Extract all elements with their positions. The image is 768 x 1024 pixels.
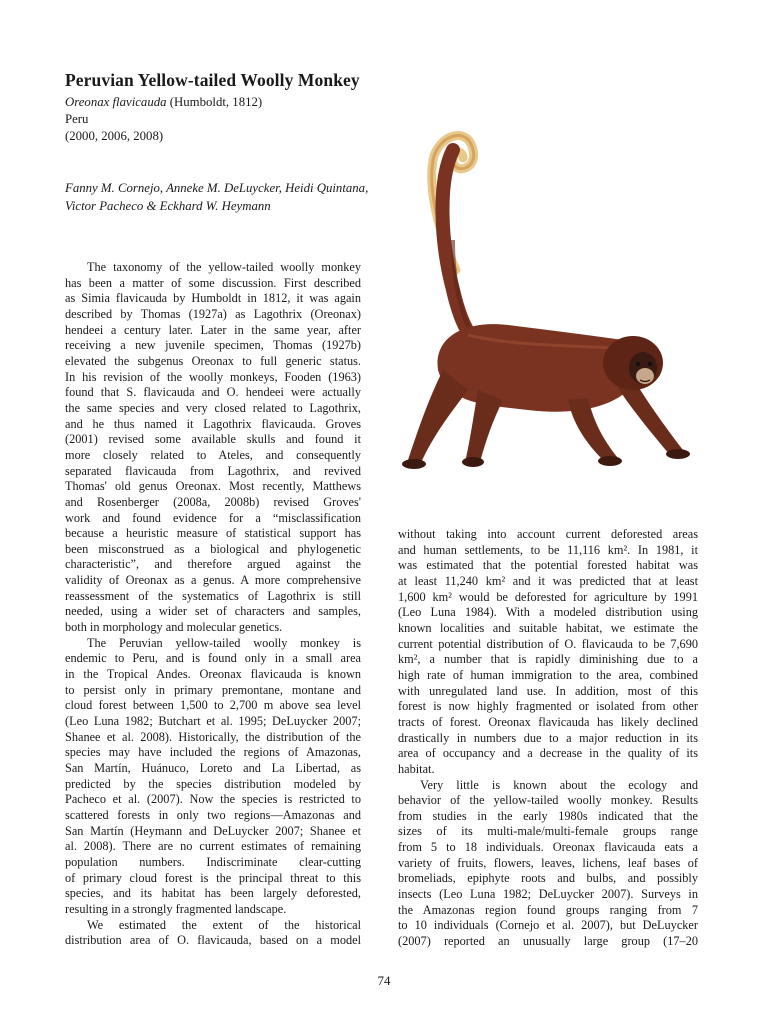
text-line: receiving a new juvenile specimen, Thomas (1927b): [65, 338, 361, 353]
text-line: distribution area of O. flavicauda, based on a model: [65, 933, 361, 948]
left-text-column: [65, 260, 361, 949]
country: Peru: [65, 112, 89, 126]
text-line: to 10 individuals (Cornejo et al. 2007), but DeLuycker: [398, 918, 698, 933]
text-line: and he thus named it Lagothrix flavicauda. Groves: [65, 416, 361, 431]
text-line: of primary cloud forest is the principal threat to this: [65, 870, 361, 885]
text-line: at least 11,240 km² and it was predicted that at least: [398, 573, 698, 588]
scientific-name: Oreonax flavicauda: [65, 95, 167, 109]
text-line: been misconstrued as a biological and phylogenetic: [65, 541, 361, 556]
article-title: Peruvian Yellow-tailed Woolly Monkey: [65, 70, 360, 90]
text-line: work and found evidence for a “misclassification: [65, 510, 361, 525]
text-line: to persist only in primary premontane, montane and: [65, 682, 361, 697]
text-line: elevated the subgenus Oreonax to full generic status.: [65, 353, 361, 368]
text-line: needed, using a wider set of characters and samples,: [65, 604, 361, 619]
text-line: endemic to Peru, and is found only in a small area: [65, 651, 361, 666]
text-line: Shanee et al. 2008). Historically, the distribution of the: [65, 729, 361, 744]
text-line: without taking into account current deforested areas: [398, 527, 698, 541]
text-line: San Martín, Huánuco, Loreto and La Libertad, as: [65, 761, 361, 775]
right-text-column: [398, 527, 698, 950]
text-line: km², a number that is rapidly diminishing due to a: [398, 652, 698, 667]
author-list: [65, 179, 405, 215]
text-line: We estimated the extent of the historical: [87, 917, 361, 932]
text-line: 1,600 km² would be deforested for agriculture by 1991: [398, 589, 698, 604]
text-line: more closely related to Ateles, and consequently: [65, 447, 361, 462]
text-line: resulting in a strongly fragmented landscape.: [65, 901, 287, 916]
text-line: habitat.: [398, 761, 435, 776]
species-name-line: [65, 94, 262, 111]
text-line: insects (Leo Luna 1982; DeLuycker 2007). Surveys in: [398, 887, 698, 902]
text-line: was estimated that the potential forested habitat was: [398, 558, 698, 573]
text-line: both in morphology and molecular genetics.: [65, 620, 283, 635]
text-line: separated flavicauda from Lagothrix, and revived: [65, 463, 361, 478]
assessment-years: (2000, 2006, 2008): [65, 129, 164, 143]
text-line: (2007) reported an unusually large group (17–20: [398, 934, 698, 949]
text-line: characteristic”, and therefore argued against the: [65, 557, 361, 572]
text-line: population numbers. Indiscriminate clear-cutting: [65, 854, 361, 869]
text-line: (Leo Luna 1984). With a modeled distribution using: [398, 605, 698, 620]
text-line: tracts of forest. Oreonax flavicauda has likely declined: [398, 714, 698, 729]
text-line: forest is now highly fragmented or isolated from other: [398, 699, 698, 714]
species-info: [65, 94, 262, 145]
text-line: found that S. flavicauda and O. hendeei were actually: [65, 385, 361, 400]
text-line: as Simia flavicauda by Humboldt in 1812, it was again: [65, 291, 361, 306]
text-line: hendeei a century later. Later in the same year, after: [65, 322, 361, 337]
text-line: and human settlements, to be 11,116 km². In 1981, it: [398, 542, 698, 557]
text-line: described by Thomas (1927a) as Lagothrix (Oreonax): [65, 306, 361, 321]
text-line: predicted by the species distribution modeled by: [65, 776, 361, 791]
page-number: 74: [377, 973, 391, 988]
author-line: Fanny M. Cornejo, Anneke M. DeLuycker, Heidi Quintana,: [65, 181, 369, 195]
text-line: current potential distribution of O. flavicauda to be 7,690: [398, 636, 698, 651]
text-line: the same species and very closed related to Lagothrix,: [65, 400, 361, 415]
text-line: variety of fruits, flowers, leaves, lichens, leaf bases of: [398, 855, 698, 870]
text-line: in the Tropical Andes. Oreonax flavicauda is known: [65, 667, 361, 682]
text-line: has been a matter of some discussion. First described: [65, 275, 361, 290]
text-line: behavior of the yellow-tailed woolly monkey. Results: [398, 793, 698, 808]
text-line: species may have included the regions of Amazonas,: [65, 745, 361, 760]
text-line: (2001) revised some available skulls and found it: [65, 432, 361, 447]
text-line: San Martín (Heymann and DeLuycker 2007; Shanee et: [65, 823, 361, 838]
text-line: al. 2008). There are no current estimates of remaining: [65, 839, 361, 854]
text-line: cloud forest between 1,500 to 2,700 m above sea level: [65, 698, 361, 713]
text-line: species, and its habitat has been largely deforested,: [65, 886, 361, 901]
text-line: from studies in the early 1980s indicated that the: [398, 808, 698, 823]
text-line: drastically in numbers due to a major reduction in its: [398, 730, 698, 745]
text-line: area of occupancy and a decrease in the quality of its: [398, 746, 698, 761]
text-line: scattered forests in only two regions—Amazonas and: [65, 807, 361, 822]
text-line: from 5 to 18 individuals. Oreonax flavicauda eats a: [398, 840, 698, 855]
text-line: bromeliads, epiphyte roots and bulbs, and possibly: [398, 871, 698, 886]
text-line: Very little is known about the ecology and: [420, 777, 698, 792]
text-line: the Amazonas region found groups ranging from 7: [398, 902, 698, 917]
text-line: because a heuristic measure of statistical support has: [65, 526, 361, 541]
text-line: The taxonomy of the yellow-tailed woolly monkey: [87, 260, 361, 274]
author-line: Victor Pacheco & Eckhard W. Heymann: [65, 199, 271, 213]
text-line: high rate of human immigration to the area, combined: [398, 667, 698, 682]
text-line: The Peruvian yellow-tailed woolly monkey is: [87, 635, 361, 650]
text-line: validity of Oreonax as a genus. A more comprehensive: [65, 573, 361, 588]
text-line: and Rosenberger (2008a, 2008b) revised Groves': [65, 494, 361, 509]
text-line: In his revision of the woolly monkeys, Fooden (1963): [65, 369, 361, 384]
woolly-monkey-illustration: [398, 120, 698, 480]
text-line: reassessment of the systematics of Lagothrix is still: [65, 588, 361, 603]
text-line: Pacheco et al. (2007). Now the species is restricted to: [65, 792, 361, 807]
text-line: Thomas' old genus Oreonax. Most recently, Matthews: [65, 479, 361, 494]
text-line: known localities and suitable habitat, we estimate the: [398, 620, 698, 635]
authority: (Humboldt, 1812): [166, 95, 263, 109]
text-line: sizes of its multi-male/multi-female groups range: [398, 824, 698, 839]
text-line: with unregulated land use. In addition, most of this: [398, 683, 698, 698]
text-line: (Leo Luna 1982; Butchart et al. 1995; DeLuycker 2007;: [65, 714, 361, 729]
